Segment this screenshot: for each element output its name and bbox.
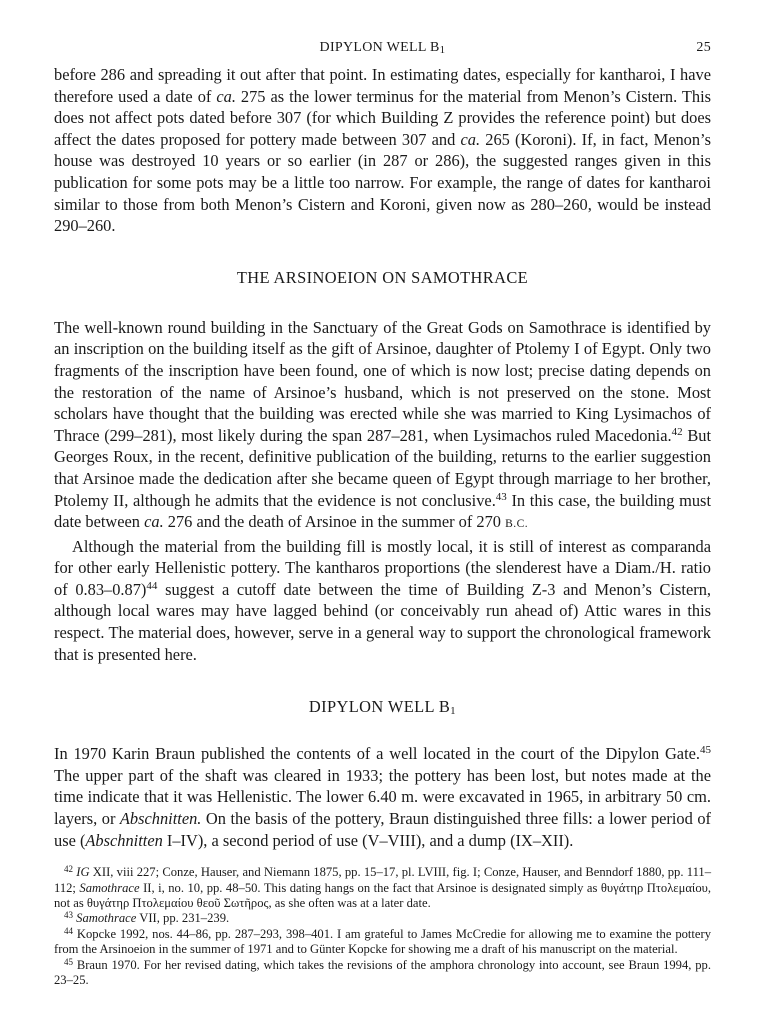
section-heading-arsinoeion: THE ARSINOEION ON SAMOTHRACE (236, 267, 529, 287)
footnotes (54, 865, 711, 988)
running-head (54, 40, 711, 62)
footnote-ref-44[interactable]: 44 (146, 579, 158, 592)
arsinoeion-paragraph-1: The well-known round building in the Sanctuary of the Great Gods on Samothrace is identified by an inscription on the building itself as the gift of Arsinoe, daughter of Ptolemy I of Egypt. Only two fragments of the inscription have been found, one of which is now lost; precise dating depends on the restoration of the name of Arsinoe’s husband, which is not preserved on the stone. Most scholars have thought that the building was erected while she was married to King Lysimachos of Thrace (299–281), most likely during the span 287–281, when Lysimachos ruled Macedonia.$^{42}$ But Georges Roux, in the recent, definitive publication of the building, returns to the earlier suggestion that Arsinoe made the dedication after she became queen of Egypt through marriage to her brother, Ptolemy II, although he admits that the evidence is not conclusive.$^{43}$ In this case, the building must date between ca. 276 and the death of Arsinoe in the summer of 270 B.C. (54, 317, 712, 532)
dipylon-paragraph-1: In 1970 Karin Braun published the contents of a well located in the court of the Dipylon Gate.$^{45}$ The upper part of the shaft was cleared in 1933; the pottery has been lost, but notes made at the time indicate that it was Hellenistic. The lower 6.40 m. were excavated in 1965, in arbitrary 50 cm. layers, or Abschnitten. On the basis of the pottery, Braun distinguished three fills: a lower period of use (Abschnitten I–IV), a second period of use (V–VIII), and a dump (IX–XII). (54, 744, 711, 850)
section-heading-dipylon: DIPYLON WELL B1 (308, 697, 457, 718)
footnote-ref-45[interactable]: 45 (700, 744, 711, 757)
footnote-45: $^{45}$ Braun 1970. For her revised dating, which takes the revisions of the amphora chronology into account, see Braun 1994, pp. 23–25. (54, 956, 711, 988)
running-title: DIPYLON WELL B1 (319, 40, 446, 56)
footnote-44: $^{44}$ Kopcke 1992, nos. 44–86, pp. 287–293, 398–401. I am grateful to James McCredie for allowing me to examine the pottery from the Arsinoeion in the summer of 1971 and to Günter Kopcke for showing me a draft of his manuscript on the material. (54, 925, 711, 957)
page (54, 40, 711, 988)
footnote-43: $^{43}$ Samothrace VII, pp. 231–239. (64, 910, 230, 926)
arsinoeion-paragraph-2: Although the material from the building fill is mostly local, it is still of interest as comparanda for other early Hellenistic pottery. The kantharos proportions (the slenderest have a Diam./H. ratio of 0.83–0.87)$^{44}$ suggest a cutoff date between the time of Building Z-3 and Menon’s Cistern, although local wares may have lagged behind (or conceivably run ahead of) Attic wares in this respect. The material does, however, serve in a general way to support the chronological framework that is presented here. (54, 536, 711, 664)
footnote-42: $^{42}$ IG XII, viii 227; Conze, Hauser, and Niemann 1875, pp. 15–17, pl. LVIII, fig. I; Conze, Hauser, and Benndorf 1880, pp. 111–112; Samothrace II, i, no. 10, pp. 48–50. This dating hangs on the fact that Arsinoe is designated simply as θυγάτηρ Πτολεμαίου, not as θυγάτηρ Πτολεμαίου θεοῦ Σωτῆρος, as she often was at a later date. (54, 864, 712, 911)
intro-paragraph: before 286 and spreading it out after that point. In estimating dates, especially for kantharoi, I have therefore used a date of ca. 275 as the lower terminus for the material from Menon’s Cistern. This does not affect pots dated before 307 (for which Building Z provides the reference point) but does affect the dates proposed for pottery made between 307 and ca. 265 (Koroni). If, in fact, Menon’s house was destroyed 10 years or so earlier (in 287 or 286), the suggested ranges given in this publication for some pots may be a little too narrow. For example, the range of dates for kantharoi similar to those from both Menon’s Cistern and Koroni, given now as 280–260, would be instead 290–260. (54, 65, 712, 236)
footnote-ref-43[interactable]: 43 (495, 490, 507, 503)
footnote-ref-42[interactable]: 42 (671, 425, 683, 438)
page-number: 25 (696, 40, 711, 55)
